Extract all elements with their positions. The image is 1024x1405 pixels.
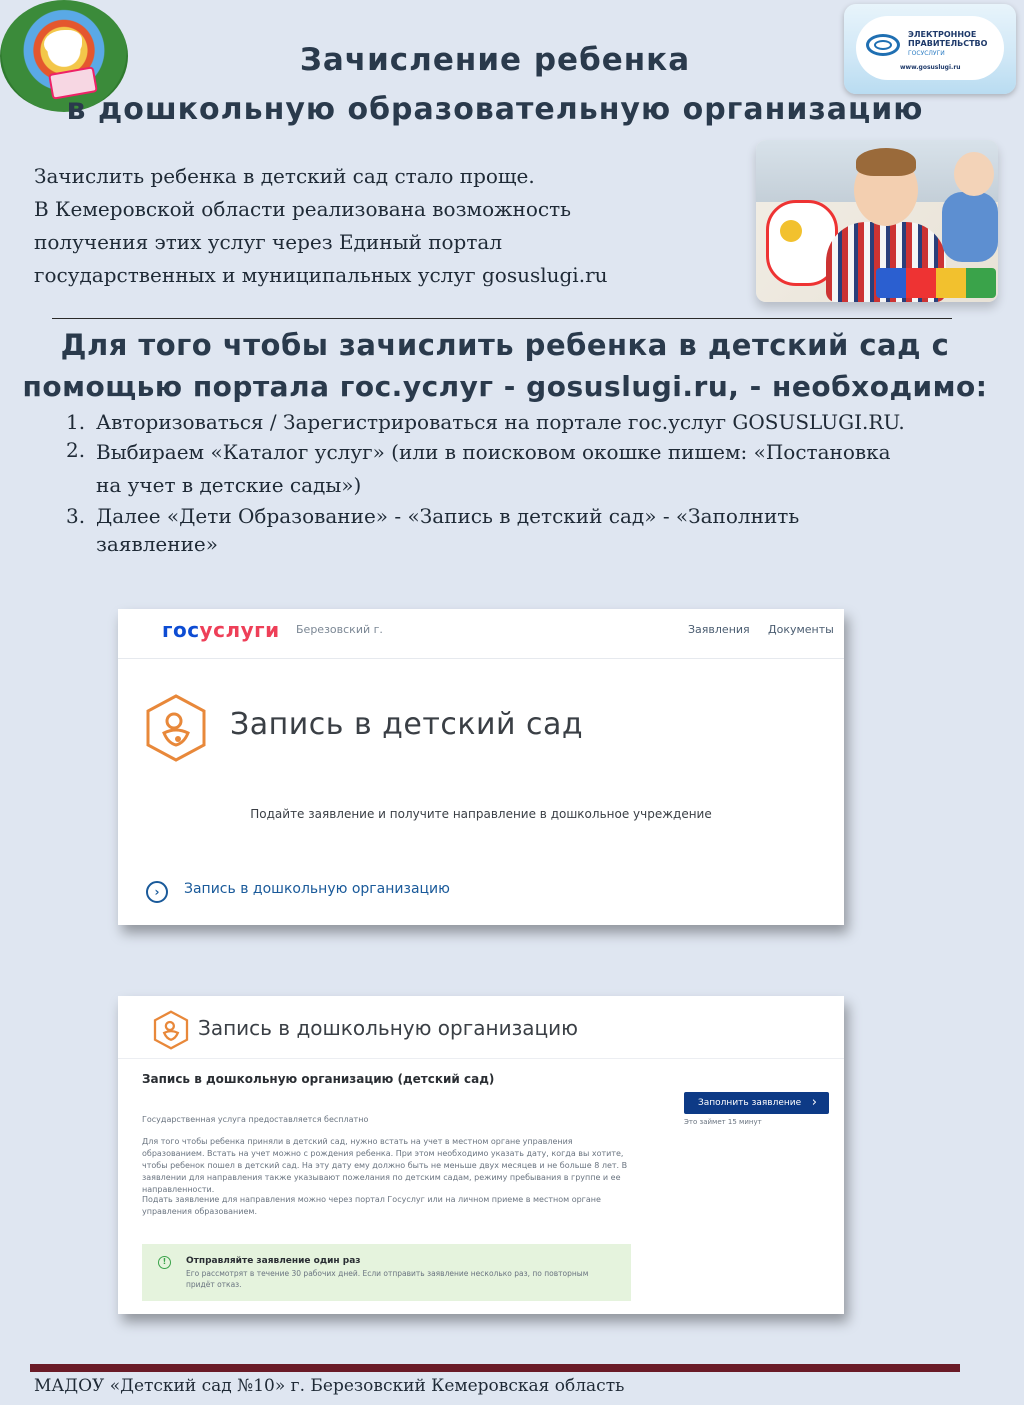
step-number: 2. (66, 438, 86, 462)
gosuslugi-logo[interactable]: госуслуги (162, 618, 280, 642)
info-icon: ! (158, 1256, 171, 1269)
footer-bar (30, 1364, 960, 1372)
service-paragraph: Для того чтобы ребенка приняли в детский сад, нужно встать на учет в местном органе управления образованием. Встать на учет можно с рождения ребенка. При этом необходимо указать дату, когда вы хотите, чтобы ребенок пошел в детский сад. На эту дату ему должно быть не меньше двух месяцев и не больше 8 лет. В заявлении для направления также указывают пожелания по детским садам, режиму пребывания в группе и ее направленности. (142, 1137, 628, 1194)
divider (52, 318, 952, 319)
fill-application-button[interactable]: Заполнить заявление › (684, 1092, 829, 1114)
enroll-link[interactable]: Запись в дошкольную организацию (184, 881, 450, 897)
steps-list (66, 408, 966, 558)
step-text: Авторизоваться / Зарегистрироваться на портале гос.услуг GOSUSLUGI.RU. (96, 410, 905, 434)
service-title: Запись в детский сад (230, 707, 584, 742)
intro-text (34, 160, 734, 292)
location-selector[interactable]: Березовский г. (296, 623, 383, 636)
service-description: Подайте заявление и получите направление в дошкольное учреждение (250, 807, 712, 821)
service-paragraph: Подать заявление для направления можно через портал Госуслуг или на личном приеме в местном органе управления образованием. (142, 1195, 601, 1216)
step-text: Выбираем «Каталог услуг» (или в поисковом окошке пишем: «Постановка на учет в детские сады») (96, 440, 891, 497)
service-subtitle: Запись в дошкольную организацию (детский сад) (142, 1072, 495, 1086)
gosuslugi-screenshot-service (118, 609, 844, 925)
nav-applications[interactable]: Заявления (688, 623, 750, 636)
step-number: 3. (66, 504, 86, 528)
info-note (142, 1244, 631, 1301)
chevron-right-circle-icon[interactable]: › (146, 881, 168, 903)
list-item (66, 502, 966, 558)
intro-line: В Кемеровской области реализована возможность (34, 197, 572, 221)
free-note: Государственная услуга предоставляется бесплатно (142, 1115, 369, 1124)
step-text: Далее «Дети Образование» - «Запись в детский сад» - «Заполнить заявление» (96, 504, 800, 556)
chevron-right-icon: › (811, 1095, 817, 1110)
egov-line2: ГОСУСЛУГИ (908, 50, 945, 57)
gosuslugi-screenshot-form (118, 996, 844, 1314)
intro-line: Зачислить ребенка в детский сад стало проще. (34, 164, 535, 188)
note-body: Его рассмотрят в течение 30 рабочих дней. Если отправить заявление несколько раз, по повторным придёт отказ. (186, 1269, 589, 1289)
intro-line: получения этих услуг через Единый портал (34, 230, 503, 254)
children-photo (756, 140, 998, 302)
step-number: 1. (66, 410, 86, 434)
list-item (66, 436, 966, 502)
service-title: Запись в дошкольную организацию (198, 1016, 578, 1040)
pacifier-hex-icon (144, 693, 208, 763)
button-time-note: Это займет 15 минут (684, 1118, 762, 1126)
footer-text: МАДОУ «Детский сад №10» г. Березовский Кемеровская область (34, 1376, 625, 1396)
subheading-line1: Для того чтобы зачислить ребенка в детский сад с (60, 328, 950, 362)
list-item (66, 408, 966, 436)
pacifier-hex-icon (152, 1010, 190, 1050)
note-title: Отправляйте заявление один раз (186, 1256, 361, 1266)
egov-url: www.gosuslugi.ru (900, 64, 961, 71)
page-title-line1: Зачисление ребенка (299, 42, 691, 78)
page-title-line2: в дошкольную образовательную организацию (66, 92, 924, 127)
egov-line1: ЭЛЕКТРОННОЕ ПРАВИТЕЛЬСТВО (908, 30, 988, 48)
portal-header (118, 609, 844, 659)
intro-line: государственных и муниципальных услуг gosuslugi.ru (34, 263, 608, 287)
subheading-line2: помощью портала гос.услуг - gosuslugi.ru, - необходимо: (22, 370, 988, 403)
nav-documents[interactable]: Документы (768, 623, 834, 636)
